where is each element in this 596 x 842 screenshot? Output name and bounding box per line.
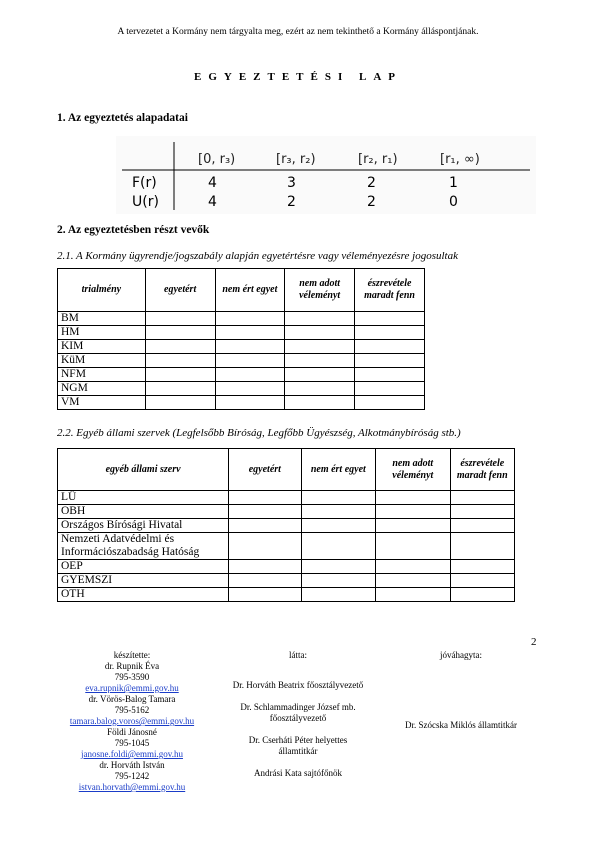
table-row: [58, 505, 515, 519]
row-label: OTH: [58, 588, 229, 602]
table-header: egyetért: [145, 269, 215, 312]
table-row: [58, 533, 515, 560]
table-header: észrevétele maradt fenn: [450, 449, 514, 491]
col-header-2: [r₃, r₂): [276, 152, 316, 167]
row-label-u: U(r): [132, 194, 159, 210]
approved-label: jóváhagyta:: [440, 650, 482, 660]
table-header: észrevétele maradt fenn: [355, 269, 425, 312]
email-link[interactable]: tamara.balog.voros@emmi.gov.hu: [69, 716, 195, 726]
col-header-4: [r₁, ∞): [440, 152, 480, 167]
table-row: [58, 382, 425, 396]
contact-line: 795-1045: [114, 738, 150, 748]
embedded-image: [116, 136, 536, 214]
signatory: Dr. Cserháti Péter helyettes államtitkár: [248, 735, 348, 756]
table-row: [58, 396, 425, 410]
table-row: [58, 312, 425, 326]
row-label: BM: [58, 312, 146, 326]
cell: 1: [449, 175, 458, 191]
email-link[interactable]: eva.rupnik@emmi.gov.hu: [85, 683, 179, 693]
seen-by-block: [218, 650, 378, 779]
contact-line: dr. Horváth István: [99, 760, 165, 770]
row-label: LÜ: [58, 491, 229, 505]
cell: 0: [449, 194, 458, 210]
approver: Dr. Szócska Miklós államtitkár: [405, 720, 517, 730]
table-row: [58, 354, 425, 368]
cell: 4: [208, 194, 217, 210]
row-label: OBH: [58, 505, 229, 519]
table-header: nem adott véleményt: [376, 449, 450, 491]
table-other-authorities: [57, 448, 515, 602]
email-link[interactable]: istvan.horvath@emmi.gov.hu: [78, 782, 186, 792]
email-link[interactable]: janosne.foldi@emmi.gov.hu: [81, 749, 183, 759]
table-header: nem ért egyet: [215, 269, 285, 312]
table-header: nem ért egyet: [301, 449, 375, 491]
embedded-table: [116, 136, 536, 214]
section-2-title: 2. Az egyeztetésben részt vevők: [57, 224, 210, 236]
cell: 3: [287, 175, 296, 191]
contact-line: dr. Vörös-Balog Tamara: [88, 694, 176, 704]
cell: 4: [208, 175, 217, 191]
row-label-f: F(r): [132, 175, 157, 191]
table-row: [58, 491, 515, 505]
table-row: [58, 340, 425, 354]
table-row: [58, 574, 515, 588]
table-government: [57, 268, 425, 410]
contact-line: dr. Rupnik Éva: [104, 661, 160, 671]
table-row: [58, 588, 515, 602]
signatory: Andrási Kata sajtófőnök: [254, 768, 342, 778]
col-header-3: [r₂, r₁): [358, 152, 398, 167]
table-header: nem adott véleményt: [285, 269, 355, 312]
seen-label: látta:: [289, 650, 307, 660]
table-row: [58, 326, 425, 340]
section-2-1-title: 2.1. A Kormány ügyrendje/jogszabály alapján egyetértésre vagy véleményezésre jogosultak: [57, 250, 458, 262]
col-header-1: [0, r₃): [198, 152, 236, 167]
contact-line: 795-1242: [114, 771, 150, 781]
contact-line: 795-5162: [114, 705, 150, 715]
row-label: NFM: [58, 368, 146, 382]
row-label: OEP: [58, 560, 229, 574]
header-note: A tervezetet a Kormány nem tárgyalta meg, ezért az nem tekinthető a Kormány álláspontjának.: [117, 27, 479, 37]
signatory: Dr. Horváth Beatrix főosztályvezető: [232, 680, 364, 690]
table-row: [58, 519, 515, 533]
row-label: Nemzeti Adatvédelmi és Információszabadság Hatóság: [58, 533, 229, 560]
table-row: [58, 368, 425, 382]
table-header: egyéb állami szerv: [58, 449, 229, 491]
row-label: Országos Bírósági Hivatal: [58, 519, 229, 533]
table-row: [58, 560, 515, 574]
section-2-2-title: 2.2. Egyéb állami szervek (Legfelsőbb Bíróság, Legfőbb Ügyészség, Alkotmánybíróság stb.): [57, 427, 461, 439]
row-label: GYEMSZI: [58, 574, 229, 588]
prepared-by-block: [57, 650, 207, 793]
table-header: egyetért: [229, 449, 301, 491]
section-1-title: 1. Az egyeztetés alapadatai: [57, 112, 188, 124]
contact-line: Földi Jánosné: [107, 727, 157, 737]
row-label: VM: [58, 396, 146, 410]
row-label: HM: [58, 326, 146, 340]
row-label: KüM: [58, 354, 146, 368]
contact-line: 795-3590: [114, 672, 150, 682]
signatory: Dr. Schlammadinger József mb. főosztályvezető: [240, 702, 356, 723]
cell: 2: [287, 194, 296, 210]
cell: 2: [367, 175, 376, 191]
table-header: trialmény: [58, 269, 146, 312]
row-label: NGM: [58, 382, 146, 396]
prepared-label: készítette:: [113, 650, 151, 660]
approved-by-block: [405, 650, 517, 731]
row-label: KIM: [58, 340, 146, 354]
page-number: 2: [531, 636, 537, 648]
document-title: EGYEZTETÉSI LAP: [193, 71, 402, 83]
cell: 2: [367, 194, 376, 210]
